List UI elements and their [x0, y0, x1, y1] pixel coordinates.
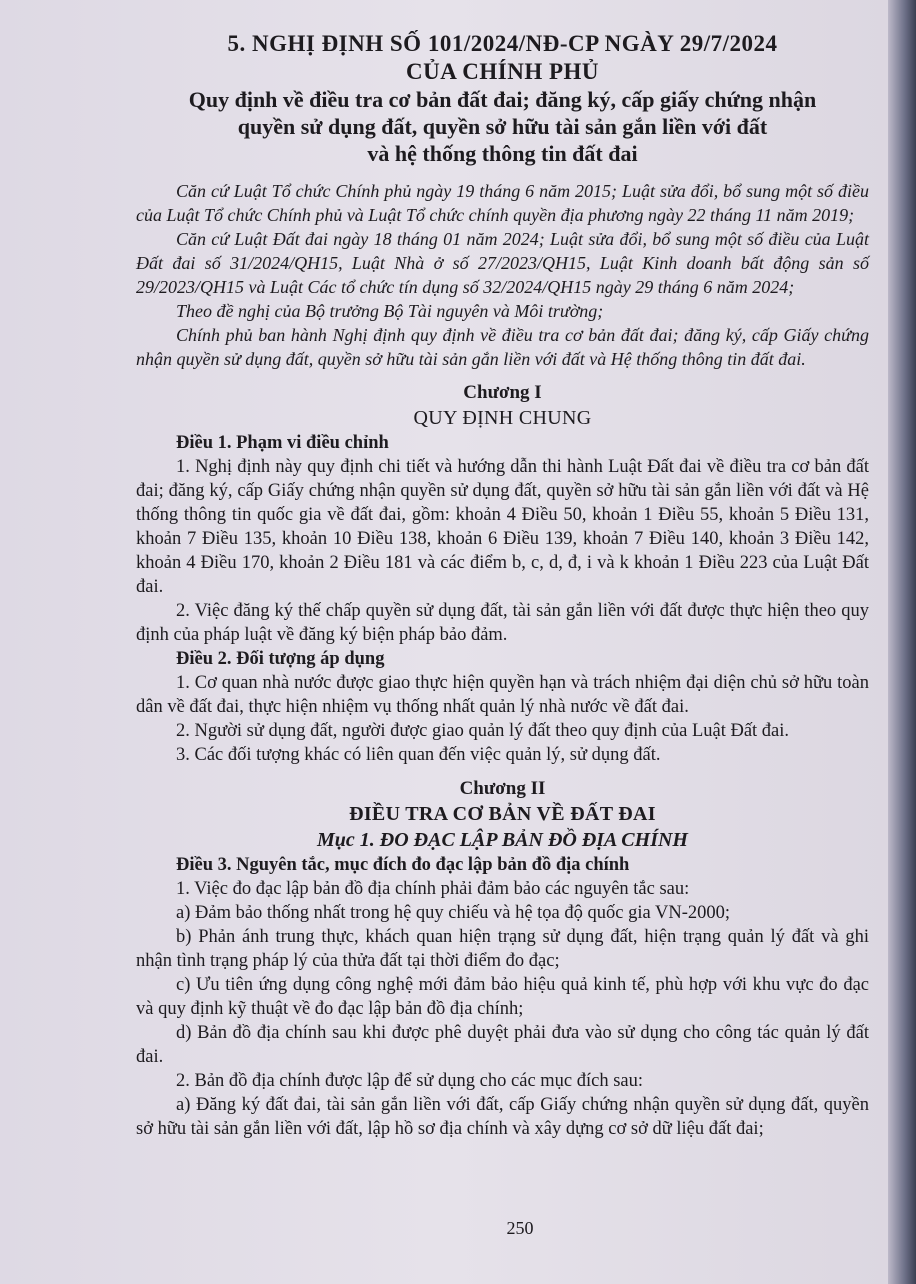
article-paragraph: d) Bản đồ địa chính sau khi được phê duyệt phải đưa vào sử dụng cho công tác quản lý đất đai. — [136, 1023, 869, 1067]
preamble-paragraph: Căn cứ Luật Tổ chức Chính phủ ngày 19 tháng 6 năm 2015; Luật sửa đổi, bổ sung một số điều của Luật Tổ chức Chính phủ và Luật Tổ chức chính quyền địa phương ngày 22 tháng 11 năm 2019; — [136, 181, 869, 225]
section-title: Mục 1. ĐO ĐẠC LẬP BẢN ĐỒ ĐỊA CHÍNH — [317, 829, 688, 851]
chapter-number: Chương II — [459, 778, 546, 799]
preamble-paragraph: Căn cứ Luật Đất đai ngày 18 tháng 01 năm 2024; Luật sửa đổi, bổ sung một số điều của Luật Đất đai số 31/2024/QH15, Luật Nhà ở số 27/2023/QH15, Luật Kinh doanh bất động sản số 29/2023/QH15 và Luật Các tổ chức tín dụng số 32/2024/QH15 ngày 29 tháng 6 năm 2024; — [136, 229, 869, 297]
document-subtitle-line2: quyền sử dụng đất, quyền sở hữu tài sản gắn liền với đất — [237, 114, 768, 139]
article-paragraph: 2. Bản đồ địa chính được lập để sử dụng cho các mục đích sau: — [176, 1071, 644, 1091]
article-paragraph: a) Đăng ký đất đai, tài sản gắn liền với đất, cấp Giấy chứng nhận quyền sử dụng đất, quyền sở hữu tài sản gắn liền với đất, lập hồ sơ địa chính và xây dựng cơ sở dữ liệu đất đai; — [136, 1095, 869, 1139]
article-paragraph: 1. Nghị định này quy định chi tiết và hướng dẫn thi hành Luật Đất đai về điều tra cơ bản đất đai; đăng ký, cấp Giấy chứng nhận quyền sử dụng đất, quyền sở hữu tài sản gắn liền với đất và Hệ thống thông tin quốc gia về đất đai, gồm: khoản 4 Điều 50, khoản 1 Điều 55, khoản 5 Điều 131, khoản 7 Điều 135, khoản 10 Điều 138, khoản 6 Điều 139, khoản 7 Điều 140, khoản 3 Điều 142, khoản 4 Điều 170, khoản 2 Điều 181 và các điểm b, c, d, đ, i và k khoản 1 Điều 223 của Luật Đất đai. — [136, 457, 869, 597]
page-content — [136, 30, 869, 1141]
document-title-line1: 5. NGHỊ ĐỊNH SỐ 101/2024/NĐ-CP NGÀY 29/7/2024 — [227, 31, 778, 56]
article-heading: Điều 3. Nguyên tắc, mục đích đo đạc lập bản đồ địa chính — [176, 855, 630, 875]
chapter2-body — [136, 853, 869, 1141]
page-number: 250 — [506, 1218, 534, 1238]
chapter-title: QUY ĐỊNH CHUNG — [413, 407, 592, 429]
article-paragraph: 2. Người sử dụng đất, người được giao quản lý đất theo quy định của Luật Đất đai. — [176, 721, 790, 741]
book-edge — [888, 0, 916, 1284]
article-heading: Điều 1. Phạm vi điều chỉnh — [176, 433, 389, 453]
document-subtitle-line3: và hệ thống thông tin đất đai — [367, 141, 638, 166]
chapter1-body — [136, 431, 869, 767]
preamble — [136, 179, 869, 371]
article-paragraph: b) Phản ánh trung thực, khách quan hiện trạng sử dụng đất, hiện trạng quản lý đất và ghi nhận tình trạng pháp lý của thửa đất tại thời điểm đo đạc; — [136, 927, 869, 971]
chapter-title: ĐIỀU TRA CƠ BẢN VỀ ĐẤT ĐAI — [349, 803, 656, 825]
document-title-line2: CỦA CHÍNH PHỦ — [405, 59, 600, 84]
article-paragraph: c) Ưu tiên ứng dụng công nghệ mới đảm bảo hiệu quả kinh tế, phù hợp với khu vực đo đạc và quy định kỹ thuật về đo đạc lập bản đồ địa chính; — [136, 975, 869, 1019]
preamble-paragraph: Chính phủ ban hành Nghị định quy định về điều tra cơ bản đất đai; đăng ký, cấp Giấy chứng nhận quyền sử dụng đất, quyền sở hữu tài sản gắn liền với đất và Hệ thống thông tin đất đai. — [136, 325, 869, 369]
article-paragraph: 1. Việc đo đạc lập bản đồ địa chính phải đảm bảo các nguyên tắc sau: — [176, 879, 690, 899]
article-heading: Điều 2. Đối tượng áp dụng — [176, 649, 385, 669]
article-paragraph: 3. Các đối tượng khác có liên quan đến việc quản lý, sử dụng đất. — [176, 745, 661, 765]
article-paragraph: 2. Việc đăng ký thế chấp quyền sử dụng đất, tài sản gắn liền với đất được thực hiện theo quy định của pháp luật về đăng ký biện pháp bảo đảm. — [136, 601, 869, 645]
article-paragraph: 1. Cơ quan nhà nước được giao thực hiện quyền hạn và trách nhiệm đại diện chủ sở hữu toàn dân về đất đai, thực hiện nhiệm vụ thống nhất quản lý nhà nước về đất đai. — [136, 673, 869, 717]
preamble-paragraph: Theo đề nghị của Bộ trưởng Bộ Tài nguyên và Môi trường; — [176, 301, 604, 321]
document-subtitle-line1: Quy định về điều tra cơ bản đất đai; đăng ký, cấp giấy chứng nhận — [188, 87, 817, 112]
chapter-number: Chương I — [463, 382, 542, 403]
article-paragraph: a) Đảm bảo thống nhất trong hệ quy chiếu và hệ tọa độ quốc gia VN-2000; — [176, 903, 731, 923]
